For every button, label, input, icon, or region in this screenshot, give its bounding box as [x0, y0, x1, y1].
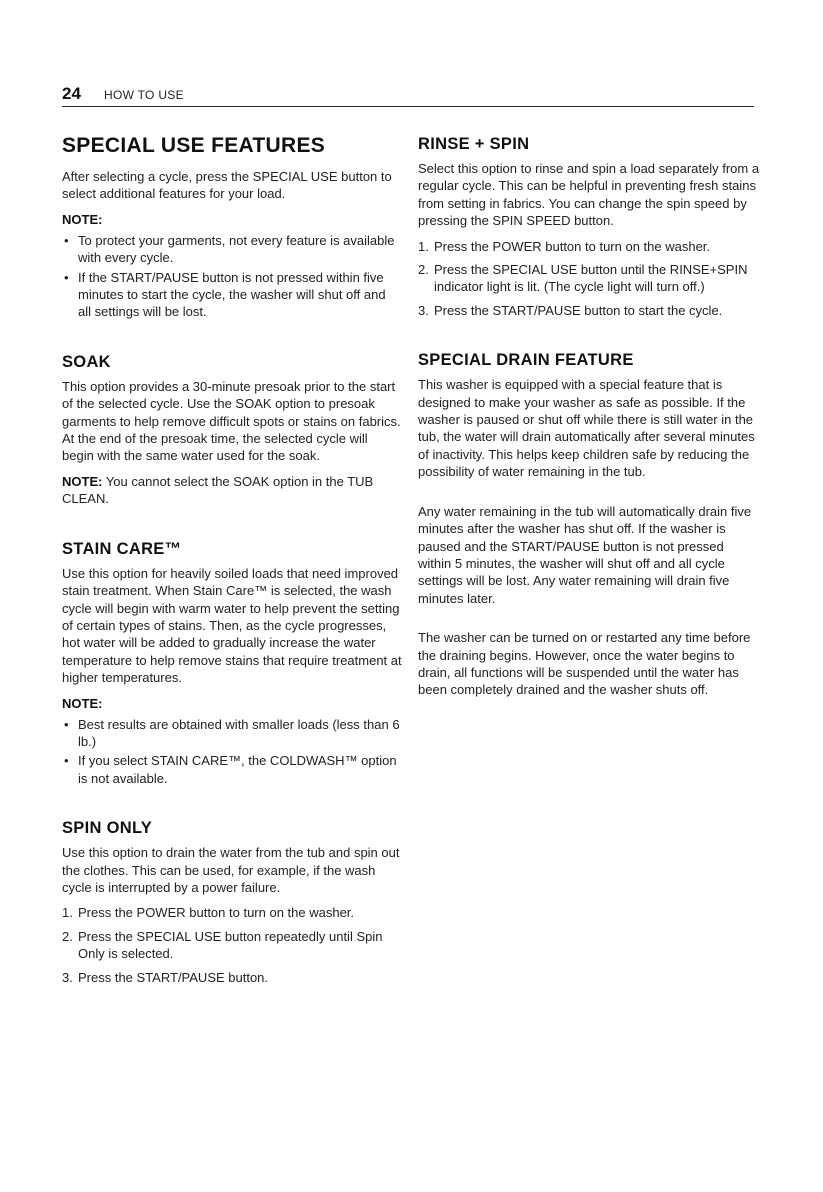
special-drain-para-3: The washer can be turned on or restarted any time before the draining begins. However, once the water begins to drain, all functions will be suspended until the water has been completely drained and the washer shuts off. — [418, 630, 751, 698]
spin-only-steps — [62, 904, 402, 986]
spin-only-title: SPIN ONLY — [62, 819, 153, 838]
list-item — [62, 904, 402, 921]
list-item — [418, 238, 760, 255]
rinse-spin-steps — [418, 238, 760, 320]
right-column — [418, 133, 760, 707]
special-drain-para-1: This washer is equipped with a special feature that is designed to make your washer as safe as possible. If the washer is paused or shut off while there is still water in the tub, the water will drain automatically after several minutes of inactivity. This helps keep children safe by reducing the possibility of water remaining in the tub. — [418, 377, 755, 480]
special-drain-para-2: Any water remaining in the tub will automatically drain five minutes after the washer has shut off. If the washer is paused and the START/PAUSE button is not pressed within 5 minutes, the washer will shut off and all cycle settings will be lost. Any water remaining will drain five minutes later. — [418, 503, 752, 606]
rinse-spin-body: Select this option to rinse and spin a load separately from a regular cycle. This can be helpful in preventing fresh stains from setting in fabrics. You can change the spin speed by pressing the SPIN SPEED button. — [418, 161, 760, 229]
step-text: Press the SPECIAL USE button until the RINSE+SPIN indicator light is lit. (The cycle light will turn off.) — [434, 262, 748, 295]
list-item: • To protect your garments, not every feature is available with every cycle. — [62, 232, 402, 267]
step-text: Press the START/PAUSE button to start the cycle. — [434, 302, 723, 318]
step-number: 2. — [62, 928, 73, 944]
special-use-intro: After selecting a cycle, press the SPECIAL USE button to select additional features for your load. — [62, 169, 392, 202]
spin-only-body: Use this option to drain the water from the tub and spin out the clothes. This can be used, for example, if the wash cycle is interrupted by a power failure. — [62, 845, 400, 895]
step-text: Press the SPECIAL USE button repeatedly until Spin Only is selected. — [78, 928, 383, 962]
soak-note-label: NOTE: — [62, 473, 103, 489]
special-use-title: SPECIAL USE FEATURES — [62, 134, 326, 157]
list-item: • Best results are obtained with smaller loads (less than 6 lb.) — [62, 716, 402, 751]
special-use-notes — [62, 232, 402, 321]
step-text: Press the START/PAUSE button. — [78, 969, 269, 985]
step-number: 1. — [62, 905, 73, 921]
list-item: • If the START/PAUSE button is not pressed within five minutes to start the cycle, the washer will shut off and all settings will be lost. — [62, 269, 402, 321]
list-item — [418, 302, 760, 319]
left-column — [62, 133, 402, 994]
soak-note — [62, 473, 402, 508]
soak-body: This option provides a 30-minute presoak prior to the start of the selected cycle. Use the SOAK option to presoak garments to help remove difficult spots or stains on fabrics. At the end of the presoak time, the selected cycle will begin with the same water used for the soak. — [62, 378, 401, 464]
list-item — [418, 261, 760, 296]
page-number: 24 — [62, 84, 81, 103]
stain-care-title: STAIN CARE™ — [62, 539, 182, 558]
soak-title: SOAK — [62, 352, 111, 371]
step-number: 1. — [418, 238, 429, 254]
rinse-spin-title: RINSE + SPIN — [418, 135, 530, 153]
step-number: 3. — [418, 302, 429, 318]
section-name: HOW TO USE — [104, 88, 184, 102]
list-item — [62, 928, 402, 963]
special-drain-title: SPECIAL DRAIN FEATURE — [418, 351, 634, 370]
special-use-note-label: NOTE: — [62, 211, 103, 227]
stain-care-notes — [62, 716, 402, 788]
soak-note-text: You cannot select the SOAK option in the TUB CLEAN. — [62, 473, 374, 507]
step-number: 3. — [62, 969, 73, 985]
step-text: Press the POWER button to turn on the washer. — [78, 905, 355, 921]
stain-care-body: Use this option for heavily soiled loads that need improved stain treatment. When Stain Care™ is selected, the wash cycle will begin with warm water to help prevent the setting of certain types of stains. Then, as the cycle progresses, hot water will be added to gradually increase the water temperature to help remove stains that require treatment at higher temperatures. — [62, 565, 402, 686]
step-number: 2. — [418, 262, 429, 278]
list-item: • If you select STAIN CARE™, the COLDWASH™ option is not available. — [62, 752, 402, 787]
step-text: Press the POWER button to turn on the washer. — [434, 238, 711, 254]
page-header — [62, 84, 754, 107]
list-item — [62, 969, 402, 986]
stain-care-note-label: NOTE: — [62, 695, 103, 711]
